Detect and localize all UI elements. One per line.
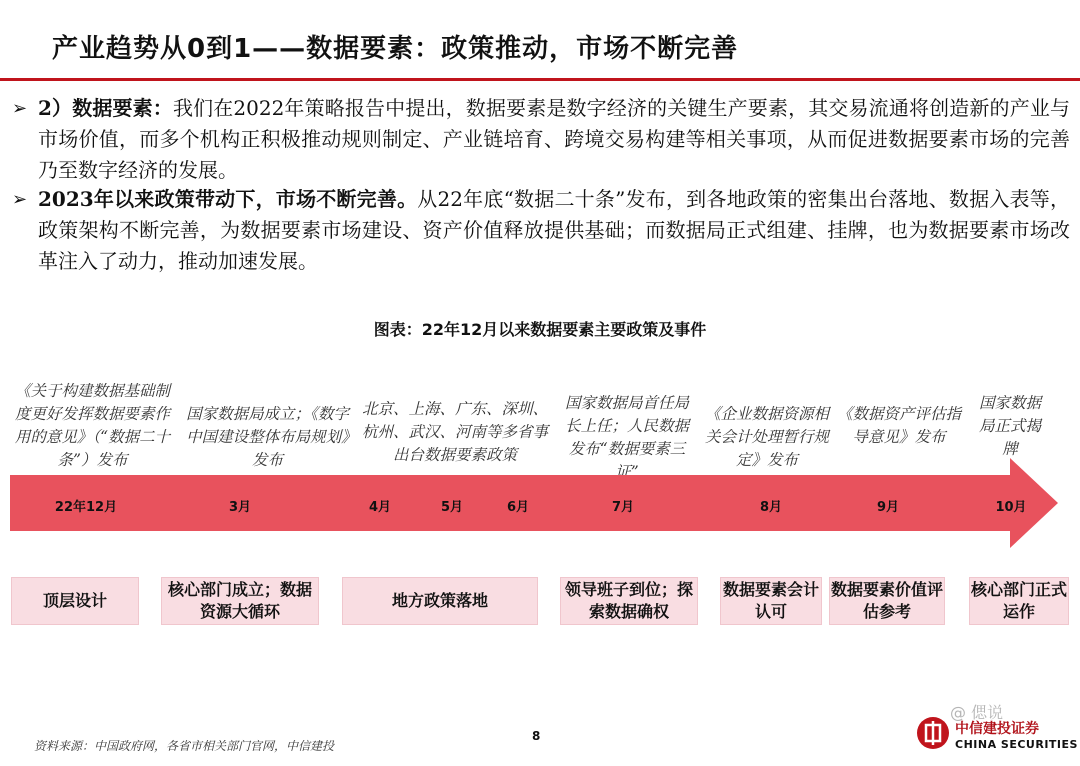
stage-box: 核心部门正式运作 [969, 577, 1069, 625]
bullet-policy-2023 [12, 184, 1070, 277]
bullet-text: 我们在2022年策略报告中提出，数据要素是数字经济的关键生产要素，其交易流通将创造新的产业与市场价值，而多个机构正积极推动规则制定、产业链培育、跨境交易构建等相关事项，从而促进数据要素市场的完善乃至数字经济的发展。 [38, 96, 1070, 182]
timeline-label: 3月 [228, 500, 252, 515]
timeline-label: 10月 [995, 500, 1027, 515]
bullet-text: 从22年底“数据二十条”发布，到各地政策的密集出台落地、数据入表等，政策架构不断完善，为数据要素市场建设、资产价值释放提供基础；而数据局正式组建、挂牌，也为数据要素市场改革注入了动力，推动加速发展。 [38, 187, 1070, 273]
page-number: 8 [532, 729, 541, 743]
brand-name-cn: 中信建投证券 [955, 721, 1039, 737]
event-asset-valuation: 《数据资产评估指导意见》发布 [836, 405, 961, 446]
stage-box: 领导班子到位；探索数据确权 [560, 577, 698, 625]
bullet-data-elements [12, 93, 1070, 186]
bullet-heading: 2023年以来政策带动下，市场不断完善。 [38, 187, 418, 211]
bullet-heading: 2）数据要素： [38, 96, 173, 120]
source-note: 资料来源：中国政府网，各省市相关部门官网，中信建投 [34, 739, 335, 753]
timeline-label: 7月 [611, 500, 635, 515]
event-accounting-rules: 《企业数据资源相关会计处理暂行规定》发布 [704, 405, 829, 469]
timeline-label: 9月 [876, 500, 900, 515]
citic-logo-icon [915, 715, 951, 751]
event-data-twenty: 《关于构建数据基础制度更好发挥数据要素作用的意见》（“数据二十条”）发布 [14, 382, 171, 469]
stage-box: 核心部门成立；数据资源大循环 [161, 577, 319, 625]
bullet-arrow-icon: ➢ [12, 189, 28, 210]
timeline-label: 6月 [506, 500, 530, 515]
brand-name-en: CHINA SECURITIES [955, 738, 1078, 751]
timeline-label: 22年12月 [54, 500, 118, 515]
bullet-arrow-icon: ➢ [12, 98, 28, 119]
watermark: @ 偲说 [950, 703, 1004, 722]
event-director-appointed: 国家数据局首任局长上任；人民数据发布“数据要素三证” [564, 394, 689, 481]
stage-box: 数据要素价值评估参考 [829, 577, 945, 625]
timeline-label: 4月 [368, 500, 392, 515]
timeline-label: 5月 [440, 500, 464, 515]
figure-title: 图表：22年12月以来数据要素主要政策及事件 [373, 320, 707, 339]
event-bureau-founded: 国家数据局成立；《数字中国建设整体布局规划》发布 [186, 405, 349, 469]
stage-box: 地方政策落地 [342, 577, 538, 625]
page-title: 产业趋势从0到1——数据要素：政策推动，市场不断完善 [52, 34, 739, 64]
stage-box: 数据要素会计认可 [720, 577, 822, 625]
timeline-label: 8月 [759, 500, 783, 515]
event-local-policies: 北京、上海、广东、深圳、杭州、武汉、河南等多省事出台数据要素政策 [361, 400, 548, 464]
event-bureau-unveiled: 国家数据局正式揭牌 [978, 394, 1041, 458]
stage-box: 顶层设计 [11, 577, 139, 625]
title-divider [0, 78, 1080, 81]
